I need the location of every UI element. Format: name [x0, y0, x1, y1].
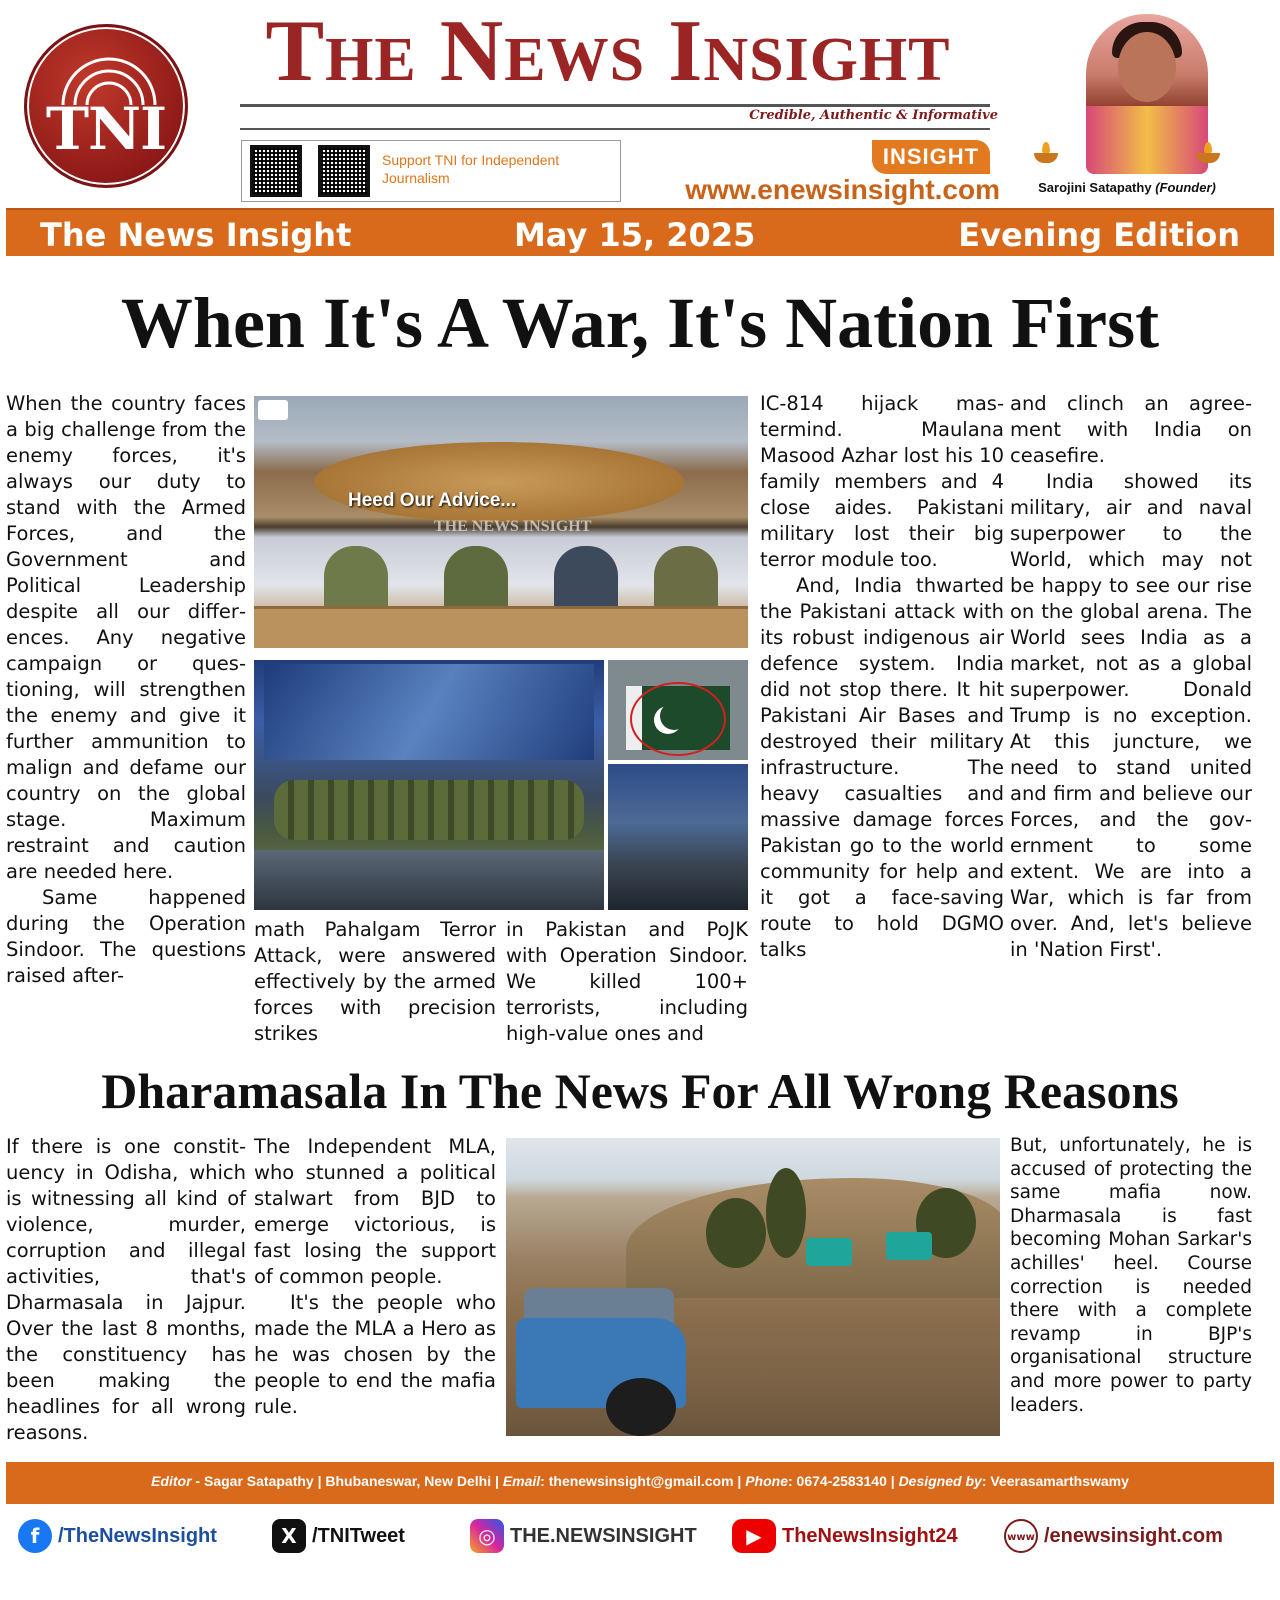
article1-paragraph: and clinch an agreement with India on ceasefire.: [1010, 392, 1252, 467]
article1-paragraph: And, India thwarted the Pakistani attack with its robust indigenous air defence system. India did not stop there. It hit Pakistani Air Bases and destroyed their military infrastructure. The heavy casualties and massive damage forces Pakistan go to the world community for help and it got a face-saving route to hold DGMO talks: [760, 574, 1004, 961]
tractor-icon: [506, 1288, 696, 1436]
article1-paragraph: When the country faces a big challenge from the enemy forces, it's always our duty to stand with the Armed Forces, and the Government and Political Leadership despite all our differences. Any negative campaign or questioning, will strengthen the enemy and give it further ammunition to malign and defame our country on the global stage. Maximum restraint and caution are needed here.: [6, 392, 246, 883]
footer-band: [6, 1462, 1274, 1504]
email-label: Email: [502, 1473, 541, 1489]
article2-paragraph: If there is one constituency in Odisha, which is witnessing all kind of violence, murder, corruption and illegal activities, that's Dharmasala in Jajpur. Over the last 8 months, the constituency has been making the headlines for all wrong reasons.: [6, 1135, 246, 1444]
x-icon[interactable]: X: [272, 1519, 306, 1553]
qr-code-icon[interactable]: [250, 145, 302, 197]
facebook-icon[interactable]: f: [18, 1519, 52, 1553]
article1-paragraph: in Pakistan and PoJK with Operation Sindoor. We killed 100+ terrorists, including high-value ones and: [506, 918, 748, 1045]
masthead: [0, 0, 1280, 206]
phone-value[interactable]: : 0674-2583140 |: [788, 1473, 899, 1489]
founder-role: (Founder): [1155, 180, 1216, 195]
tagline: Credible, Authentic & Informative: [749, 108, 998, 123]
youtube-icon[interactable]: ▶: [732, 1519, 776, 1553]
social-facebook[interactable]: [18, 1516, 217, 1556]
founder-photo: [1086, 14, 1208, 174]
designed-label: Designed by: [898, 1473, 982, 1489]
social-x[interactable]: [272, 1516, 405, 1556]
article1-paragraph: math Pahalgam Terror Attack, were answered effectively by the armed forces with precision strikes: [254, 918, 496, 1045]
band-paper-name: The News Insight: [40, 216, 352, 254]
article1-column-4: [760, 391, 1004, 1051]
email-value[interactable]: : thenewsinsight@gmail.com |: [540, 1473, 746, 1489]
band-date: May 15, 2025: [514, 216, 756, 254]
edition-band: [6, 208, 1274, 256]
air-force-control-room-photo: [254, 660, 604, 910]
highlight-circle: [630, 682, 726, 756]
article2-column-5: [1010, 1134, 1252, 1446]
excavator-icon: [886, 1232, 932, 1260]
website-link[interactable]: www.enewsinsight.com: [685, 174, 1000, 205]
article1-paragraph: IC-814 hijack mastermind. Maulana Masood Azhar lost his 10 family members and 4 close aides. Pakistani military lost their big terror module too.: [760, 392, 1004, 571]
article2-paragraph: But, unfortunately, he is accused of protecting the same mafia now. Dharmasala is fast becoming Mohan Sarkar's achilles' heel. Course correction is needed there with a complete revamp in BJP's organisational structure and more power to party leaders.: [1010, 1135, 1252, 1416]
tni-logo: [24, 24, 188, 188]
band-edition: Evening Edition: [958, 216, 1240, 254]
founder-caption: [1014, 180, 1240, 195]
article1-column-1: [6, 391, 246, 1051]
radar-screen: [264, 664, 594, 760]
editor-value: - Sagar Satapathy | Bhubaneswar, New Delhi |: [191, 1473, 503, 1489]
title-rule: [240, 104, 990, 107]
article2-headline: Dharamasala In The News For All Wrong Reasons: [101, 1063, 1179, 1119]
mining-site-photo: [506, 1138, 1000, 1436]
photo-watermark: THE NEWS INSIGHT: [434, 518, 592, 535]
article2-column-2: [254, 1134, 496, 1446]
qr-code-icon[interactable]: [318, 145, 370, 197]
tree: [706, 1198, 766, 1268]
social-label[interactable]: /TheNewsInsight: [58, 1524, 217, 1547]
insight-badge: INSIGHT: [872, 140, 990, 174]
social-label[interactable]: THE.NEWSINSIGHT: [510, 1524, 697, 1547]
article1-paragraph: India showed its military, air and naval superpower to the World, which may not be happy to see our rise on the global arena. The World sees India as a market, not as a global superpower. Donald Trump is no exception. At this juncture, we need to stand united and firm and believe our Forces, and the government to some extent. We are into a War, which is far from over. And, let's believe in 'Nation First'.: [1010, 470, 1252, 961]
founder-name: Sarojini Satapathy: [1038, 180, 1152, 195]
phone-label: Phone: [745, 1473, 788, 1489]
logo-text: TNI: [45, 95, 167, 163]
article1-paragraph: Same happened during the Operation Sindoor. The questions raised after-: [6, 886, 246, 987]
press-desk: [254, 606, 748, 648]
social-label[interactable]: /TNITweet: [312, 1524, 405, 1547]
tree: [766, 1168, 806, 1258]
instagram-icon[interactable]: ◎: [470, 1519, 504, 1553]
control-consoles: [254, 850, 604, 910]
personnel-group: [274, 780, 584, 840]
social-instagram[interactable]: [470, 1516, 697, 1556]
article1-column-5: [1010, 391, 1252, 1051]
article1-column-3: [506, 917, 748, 1051]
control-room-photo: [608, 764, 748, 910]
diya-lamp-icon: [1196, 142, 1220, 164]
social-website[interactable]: [1004, 1516, 1223, 1556]
tagline-rule: [240, 128, 990, 130]
press-conference-photo: [254, 396, 748, 648]
article1-headline: When It's A War, It's Nation First: [120, 283, 1160, 363]
www-icon[interactable]: www: [1004, 1519, 1038, 1553]
newspaper-title: The News Insight: [265, 3, 951, 100]
editor-label: Editor: [151, 1473, 192, 1489]
article2-paragraph: It's the people who made the MLA a Hero as he was chosen by the people to end the mafia rule.: [254, 1291, 496, 1418]
article1-column-2: [254, 917, 496, 1051]
excavator-icon: [806, 1238, 852, 1266]
designed-value: : Veerasamarthswamy: [981, 1473, 1129, 1489]
article2-paragraph: The Independent MLA, who stunned a political stalwart from BJD to emerge victorious, is fast losing the support of common people.: [254, 1135, 496, 1288]
social-label[interactable]: /enewsinsight.com: [1044, 1524, 1223, 1547]
pakistan-flag-photo: [608, 660, 748, 760]
support-box[interactable]: [241, 140, 621, 202]
support-text: Support TNI for Independent Journalism: [382, 152, 560, 186]
social-label[interactable]: TheNewsInsight24: [782, 1524, 958, 1547]
footer-credits: [6, 1473, 1274, 1489]
photo-caption: Heed Our Advice...: [348, 490, 517, 511]
pib-logo-icon: [258, 400, 288, 420]
social-youtube[interactable]: [732, 1516, 958, 1556]
diya-lamp-icon: [1034, 142, 1058, 164]
article2-column-1: [6, 1134, 246, 1446]
